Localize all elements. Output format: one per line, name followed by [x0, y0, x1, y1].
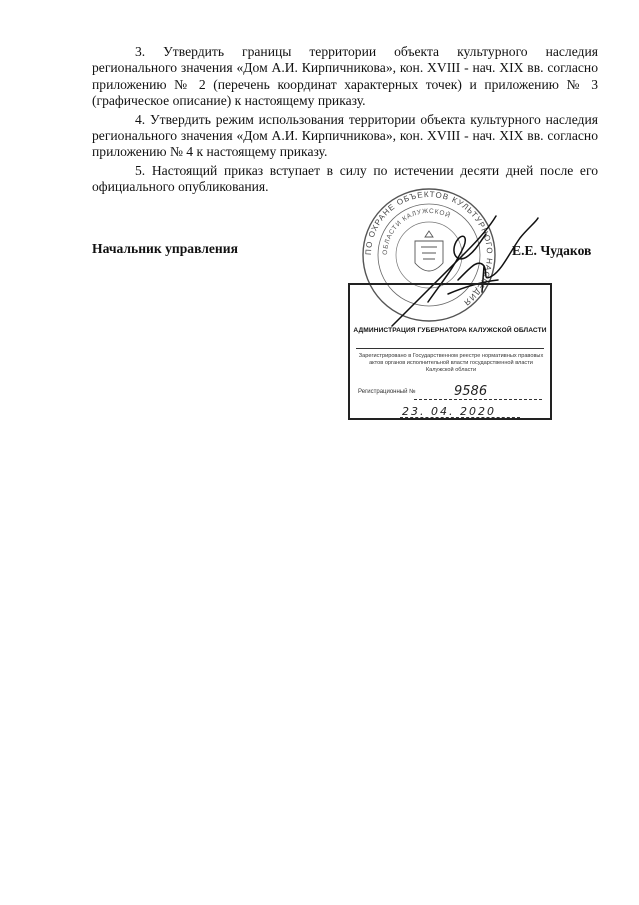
paragraph-5: 5. Настоящий приказ вступает в силу по истечении десяти дней после его официального опубликования.: [92, 162, 598, 195]
stamp-divider: [356, 348, 544, 349]
signatory-position: Начальник управления: [92, 241, 238, 256]
registration-stamp: [348, 283, 552, 420]
paragraph-4: 4. Утвердить режим использования территории объекта культурного наследия регионального значения «Дом А.И. Кирпичникова», кон. XVIII - нач. XIX вв. согласно приложению № 4 к настоящему приказу.: [92, 111, 598, 160]
registration-date: 23. 04. 2020: [402, 405, 496, 418]
paragraph-3: 3. Утвердить границы территории объекта культурного наследия регионального значения «Дом А.И. Кирпичникова», кон. XVIII - нач. XIX вв. согласно приложению № 2 (перечень координат характерных точек) и приложению № 3 (графическое описание) к настоящему приказу.: [92, 44, 598, 109]
registration-number: 9586: [454, 384, 488, 399]
document-body: [92, 44, 598, 198]
registration-number-label: Регистрационный №: [358, 389, 416, 395]
registration-stamp-body: Зарегистрировано в Государственном реестре нормативных правовых актов органов исполнительной власти государственной власти Калужской области: [358, 353, 544, 374]
registration-stamp-header: АДМИНИСТРАЦИЯ ГУБЕРНАТОРА КАЛУЖСКОЙ ОБЛАСТИ: [353, 327, 547, 334]
registration-number-line: [414, 399, 542, 400]
seal-outer-text: ПО ОХРАНЕ ОБЪЕКТОВ КУЛЬТУРНОГО НАСЛЕДИЯ: [363, 189, 495, 308]
registration-date-line: [400, 417, 520, 418]
seal-inner-text: ОБЛАСТИ КАЛУЖСКОЙ: [381, 207, 452, 256]
signatory-name: Е.Е. Чудаков: [512, 243, 592, 258]
